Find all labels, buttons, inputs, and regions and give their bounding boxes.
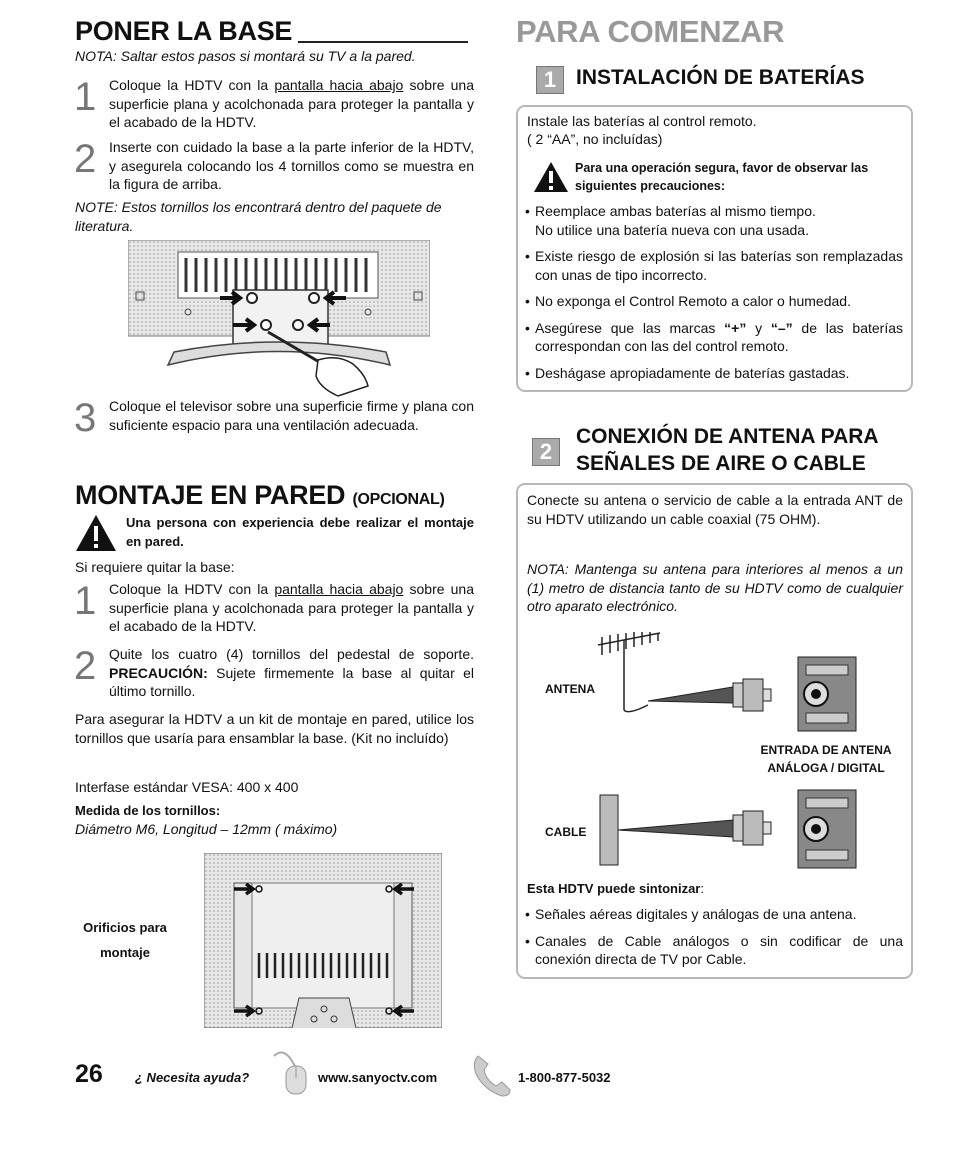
title-rule [298,41,468,43]
sintonizar-list [525,905,903,969]
poner-step-2: Inserte con cuidado la base a la parte inferior de la HDTV, y asegurela colocando los 4 tornillos como se muestra en la figura de arriba. [109,139,474,192]
antena-intro: Conecte su antena o servicio de cable a la entrada ANT de su HDTV utilizando un cable coaxial (75 OHM). [527,492,903,527]
para-comenzar-title: PARA COMENZAR [516,14,785,49]
mouse-icon [270,1048,310,1096]
montaje-step-1: Coloque la HDTV con la pantalla hacia abajo sobre una superficie plana y acolchonada para proteger la pantalla y el acabado de la HDTV. [109,581,475,634]
antena-note: NOTA: Mantenga su antena para interiores al menos a un (1) metro de distancia tanto de su HDTV como de cualquier otro aparato electrónico. [527,561,903,614]
list-item: • Canales de Cable análogos o sin codificar de una conexión directa de TV por Cable. [525,932,903,969]
poner-step-1: Coloque la HDTV con la pantalla hacia abajo sobre una superficie plana y acolchonada para proteger la pantalla y el acabado de la HDTV. [109,77,475,130]
poner-base-title: PONER LA BASE [75,16,293,46]
baterias-box [516,105,913,392]
section-badge: 2 [532,438,560,466]
montaje-step-2: Quite los cuatro (4) tornillos del pedestal de soporte. PRECAUCIÓN: Sujete firmemente la base al quitar el último tornillo. [109,646,474,699]
rear-tv-illustration [204,853,442,1028]
montaje-title: MONTAJE EN PARED (OPCIONAL) [75,480,445,510]
baterias-line2: ( 2 “AA”, no incluídas) [527,131,663,147]
poner-step-3: Coloque el televisor sobre una superficie firme y plana con suficiente espacio para una ventilación adecuada. [109,398,474,433]
list-item: • Asegúrese que las marcas “+” y “–” de las baterías correspondan con las del control remoto. [525,319,903,356]
step-number: 1 [74,75,97,119]
warning-icon [533,161,569,193]
medida-text: Diámetro M6, Longitud – 12mm ( máximo) [75,821,338,837]
section-badge: 1 [536,66,564,94]
baterias-warning: Para una operación segura, favor de observar las siguientes precauciones: [575,161,869,193]
footer-phone: 1-800-877-5032 [518,1070,611,1085]
step-number: 3 [74,396,97,440]
montaje-para: Para asegurar la HDTV a un kit de montaje en pared, utilice los tornillos que usaría para ensamblar la base. (Kit no incluído) [75,711,474,746]
phone-icon [472,1052,512,1098]
poner-note: NOTA: Saltar estos pasos si montará su TV a la pared. [75,48,416,64]
baterias-title: INSTALACIÓN DE BATERÍAS [576,66,865,89]
list-item: • No exponga el Control Remoto a calor o humedad. [525,292,903,311]
list-item: • Señales aéreas digitales y análogas de una antena. [525,905,903,924]
antena-box [516,483,913,979]
list-item: • Deshágase apropiadamente de baterías gastadas. [525,364,903,383]
label-entrada: ENTRADA DE ANTENA ANÁLOGA / DIGITAL [760,743,892,775]
step-number: 2 [74,137,97,181]
orificios-label: Orificios para montaje [83,920,167,960]
list-item: • Reemplace ambas baterías al mismo tiempo. No utilice una batería nueva con una usada. [525,202,903,239]
base-install-illustration [128,240,430,400]
footer-help: ¿ Necesita ayuda? [135,1070,250,1085]
montaje-vesa: Interfase estándar VESA: 400 x 400 [75,779,299,795]
baterias-list [525,202,903,382]
antena-title: CONEXIÓN DE ANTENA PARA SEÑALES DE AIRE O CABLE [576,425,879,475]
sintonizar-label: Esta HDTV puede sintonizar: [527,881,704,896]
list-item: • Existe riesgo de explosión si las baterías son remplazadas con unas de tipo incorrecto. [525,247,903,284]
page-number: 26 [75,1060,103,1088]
label-antena: ANTENA [545,682,595,696]
step-number: 2 [74,644,97,688]
baterias-line1: Instale las baterías al control remoto. [527,113,757,129]
step-number: 1 [74,579,97,623]
footer-web: www.sanyoctv.com [318,1070,438,1085]
poner-note-2: NOTE: Estos tornillos los encontrará dentro del paquete de literatura. [75,199,442,234]
montaje-warning: Una persona con experiencia debe realizar el montaje en pared. [126,515,474,549]
label-cable: CABLE [545,825,587,839]
medida-label: Medida de los tornillos: [75,803,221,818]
warning-icon [74,513,118,553]
montaje-requires: Si requiere quitar la base: [75,559,235,575]
